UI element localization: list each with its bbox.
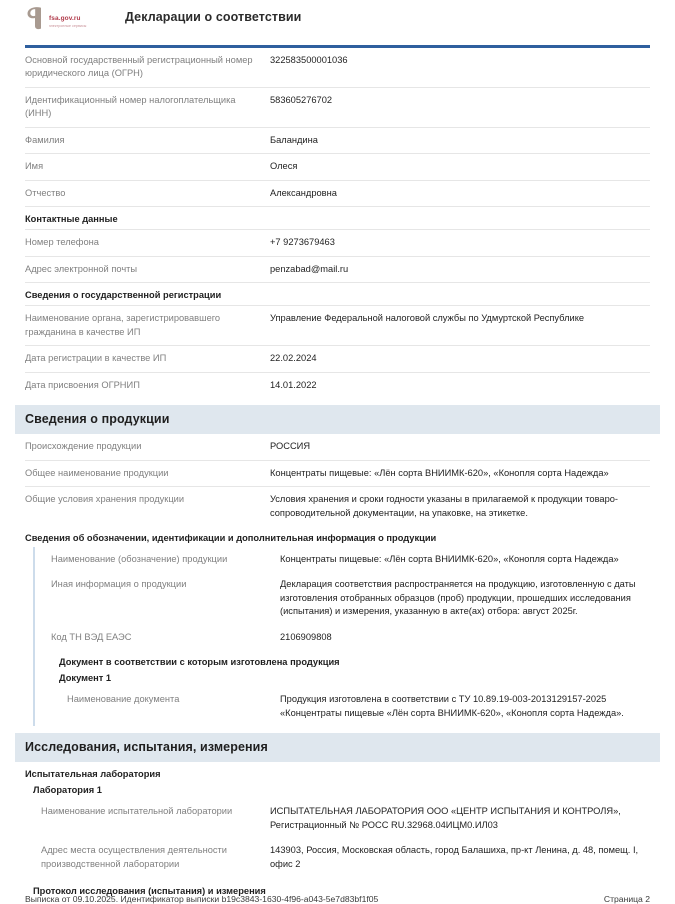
row-value: 2106909808 [280, 631, 332, 642]
row-value: Баландина [270, 134, 318, 145]
row-label: Идентификационный номер налогоплательщика (ИНН) [25, 94, 236, 119]
footer-extract-info: Выписка от 09.10.2025. Идентификатор выписки b19c3843-1630-4f96-a043-5e7d83bf1f05 [25, 894, 379, 904]
row-label: Наименование испытательной лаборатории [41, 806, 233, 817]
page-title: Декларации о соответствии [125, 10, 302, 24]
footer-page-number: Страница 2 [603, 894, 650, 904]
table-row [25, 799, 650, 838]
table-row [25, 346, 650, 372]
logo-wrap [0, 5, 125, 31]
logo-domain: fsa.gov.ru [49, 14, 81, 22]
row-label: Происхождение продукции [25, 441, 142, 452]
row-value: +7 9273679463 [270, 237, 335, 248]
product-details [0, 434, 675, 726]
row-label: Наименование органа, зарегистрировавшего гражданина в качестве ИП [25, 313, 221, 337]
row-label: Код ТН ВЭД ЕАЭС [51, 631, 132, 642]
protocol-heading: Протокол исследования (испытания) и измерения [33, 886, 266, 897]
table-row [25, 88, 650, 128]
row-value: Олеся [270, 161, 298, 172]
document-footer [0, 894, 675, 904]
table-row [25, 306, 650, 346]
row-value: Концентраты пищевые: «Лён сорта ВНИИМК-620», «Конопля сорта Надежда» [280, 553, 619, 564]
logo-text [49, 8, 87, 28]
table-row [51, 687, 650, 726]
row-label: Дата регистрации в качестве ИП [25, 353, 167, 364]
table-row [25, 461, 650, 487]
identification-heading: Сведения об обозначении, идентификации и дополнительная информация о продукции [25, 532, 437, 543]
section-title: Сведения о продукции [25, 412, 170, 427]
document-header [0, 0, 675, 39]
row-value: Александровна [270, 187, 337, 198]
row-value: penzabad@mail.ru [270, 263, 349, 274]
row-value: РОССИЯ [270, 441, 311, 452]
table-row [25, 434, 650, 460]
testing-laboratory-heading: Испытательная лаборатория [25, 769, 161, 780]
table-row [25, 373, 650, 398]
row-value: Управление Федеральной налоговой службы по Удмуртской Республике [270, 313, 585, 324]
table-row [25, 257, 650, 283]
manufacturing-document-heading: Документ в соответствии с которым изготовлена продукция [59, 657, 340, 668]
row-label: Наименование (обозначение) продукции [51, 553, 228, 564]
section-header-product [15, 405, 660, 434]
table-row [51, 547, 650, 572]
table-row [25, 838, 650, 877]
table-row [51, 625, 650, 650]
table-row [25, 128, 650, 154]
table-row [25, 487, 650, 526]
row-value: Продукция изготовлена в соответствии с ТУ 10.89.19-003-2013129157-2025 «Концентраты пищевые «Лён сорта ВНИИМК-620», «Конопля сорта Надежда». [280, 694, 624, 718]
row-label: Дата присвоения ОГРНИП [25, 379, 140, 390]
section-header-research [15, 733, 660, 762]
table-row [25, 48, 650, 88]
row-value: Концентраты пищевые: «Лён сорта ВНИИМК-620», «Конопля сорта Надежда» [270, 467, 609, 478]
row-value: 14.01.2022 [270, 379, 317, 390]
row-label: Основной государственный регистрационный номер юридического лица (ОГРН) [25, 55, 253, 79]
fsa-logo [24, 5, 87, 31]
section-title: Исследования, испытания, измерения [25, 740, 268, 755]
document-1-heading: Документ 1 [59, 673, 112, 684]
row-label: Имя [25, 161, 44, 172]
row-label: Номер телефона [25, 237, 99, 248]
identification-block [33, 547, 650, 726]
research-details [0, 762, 675, 900]
row-value: 583605276702 [270, 94, 333, 105]
row-label: Адрес электронной почты [25, 263, 138, 274]
row-label: Адрес места осуществления деятельности производственной лаборатории [41, 845, 227, 869]
row-value: 322583500001036 [270, 55, 348, 65]
row-label: Общее наименование продукции [25, 467, 169, 478]
row-label: Фамилия [25, 134, 65, 145]
table-row [25, 181, 650, 207]
applicant-details [0, 48, 675, 398]
laboratory-1-heading: Лаборатория 1 [33, 785, 102, 796]
table-row [25, 230, 650, 256]
row-label: Наименование документа [67, 694, 180, 705]
row-label: Общие условия хранения продукции [25, 494, 185, 505]
row-value: ИСПЫТАТЕЛЬНАЯ ЛАБОРАТОРИЯ ООО «ЦЕНТР ИСПЫТАНИЯ И КОНТРОЛЯ», Регистрационный № РОСС RU.32968.04ИЦМ0.ИЛ03 [270, 806, 621, 830]
table-row [51, 572, 650, 624]
row-value: 143903, Россия, Московская область, город Балашиха, пр-кт Ленина, д. 48, помещ. I, офис 2 [270, 845, 639, 869]
table-row [25, 154, 650, 180]
row-value: Условия хранения и сроки годности указаны в прилагаемой к продукции товаро-сопроводительной документации, на упаковке, на этикетке. [270, 494, 619, 518]
row-label: Отчество [25, 187, 66, 198]
state-registration-heading: Сведения о государственной регистрации [25, 283, 650, 306]
logo-tagline: электронные сервисы [49, 23, 87, 28]
row-value: 22.02.2024 [270, 353, 317, 364]
row-value: Декларация соответствия распространяется на продукцию, изготовленную с даты изготовления отобранных образцов (проб) продукции, прошедших исследования (испытания) и измерения, указанную в акте(ах) отбора: август 2025г. [280, 579, 636, 617]
row-label: Иная информация о продукции [51, 579, 187, 590]
fsa-logo-mark-icon [24, 5, 46, 31]
contacts-heading: Контактные данные [25, 207, 650, 230]
